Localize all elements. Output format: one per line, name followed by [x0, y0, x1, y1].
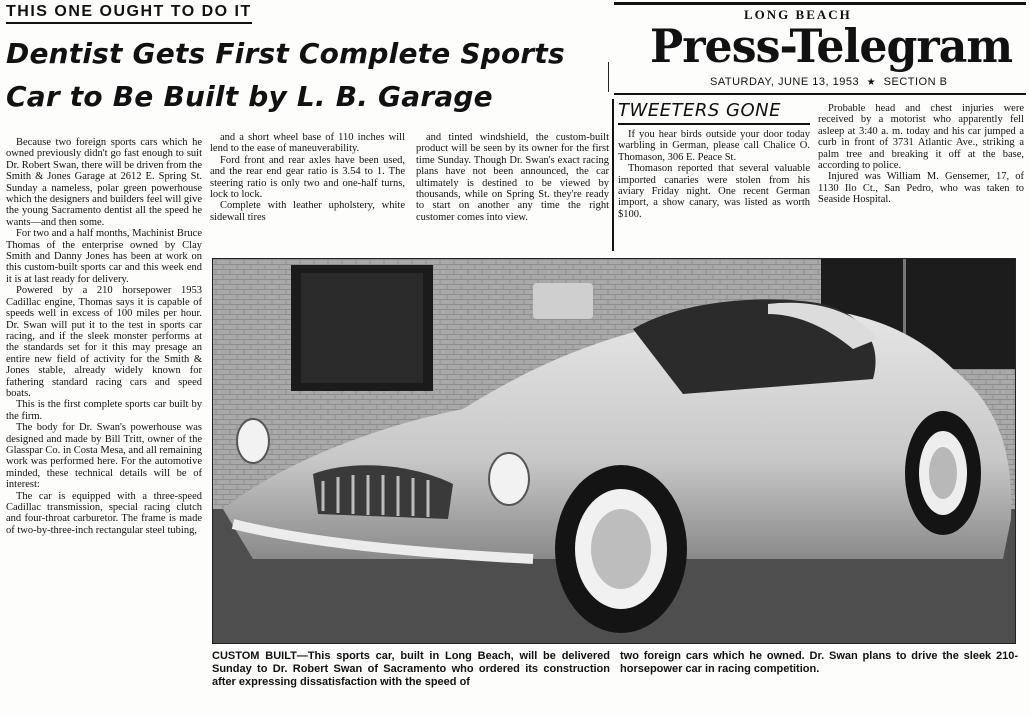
headline-line-2: Car to Be Built by L. B. Garage: [6, 80, 493, 113]
article-column-2: [210, 132, 405, 258]
article-paragraph: The body for Dr. Swan's powerhouse was designed and made by Bill Tritt, owner of the Glasspar Co. in Costa Mesa, and all remaining work was performed here. For the automotive minded, these technical details will be of interest:: [6, 422, 202, 491]
dateline-date: SATURDAY, JUNE 13, 1953: [710, 76, 860, 88]
masthead-nameplate: Press-Telegram: [650, 19, 1013, 73]
sports-car-photo: [212, 258, 1016, 644]
article-column-3: [416, 132, 609, 258]
article-paragraph: and a short wheel base of 110 inches will lend to the ease of maneuverability.: [210, 132, 405, 155]
article-paragraph: If you hear birds outside your door today warbling in German, please call Chalice O. Thomason, 306 E. Peace St.: [618, 129, 810, 163]
tweeters-column-1: [618, 129, 810, 251]
caption-part-1: CUSTOM BUILT—This sports car, built in Long Beach, will be delivered Sunday to Dr. Robert Swan of Sacramento who ordered its construction after expressing dissatisfaction with the speed of: [212, 650, 610, 688]
star-icon: ★: [866, 77, 877, 88]
article-paragraph: For two and a half months, Machinist Bruce Thomas of the enterprise owned by Clay Smith and Danny Jones has been at work on this custom-built sports car and this week end it is at last ready for delivery.: [6, 228, 202, 285]
masthead-city: LONG BEACH: [744, 7, 852, 22]
article-headline: [6, 32, 606, 118]
article-paragraph: The car is equipped with a three-speed Cadillac transmission, special racing clutch and four-throat carburetor. The frame is made of two-by-three-inch rectangular steel tubing,: [6, 490, 202, 536]
article-paragraph: This is the first complete sports car built by the firm.: [6, 399, 202, 422]
article-paragraph: Thomason reported that several valuable imported canaries were stolen from his aviary Friday night. One recent German import, a show canary, was listed as worth $100.: [618, 163, 810, 220]
headline-line-1: Dentist Gets First Complete Sports: [6, 37, 565, 70]
article-column-1: [6, 137, 202, 709]
article-paragraph: and tinted windshield, the custom-built product will be seen by its owner for the first time Sunday. Though Dr. Swan's exact racing plans have not been announced, the car ultimately is destined to be viewed by thousands, while on Spring St. they're ready to start on another any time the right customer comes into view.: [416, 132, 609, 223]
article-paragraph: Ford front and rear axles have been used, and the rear end gear ratio is 3.54 to 1. The steering ratio is only two and one-half turns, lock to lock.: [210, 154, 405, 201]
tweeters-headline: TWEETERS GONE: [618, 100, 782, 121]
masthead-dateline: [710, 76, 947, 88]
article-paragraph: Injured was William M. Gensemer, 17, of 1130 Ilo Ct., San Pedro, who was taken to Seaside Hospital.: [818, 171, 1024, 206]
photo-caption: [212, 650, 1018, 698]
article-paragraph: Probable head and chest injuries were received by a motorist who apparently fell asleep at 3:40 a. m. today and his car jumped a curb in front of 3731 Atlantic Ave., striking a palm tree and breaking it off at the base, according to police.: [818, 103, 1024, 172]
article-paragraph: Because two foreign sports cars which he owned previously didn't go fast enough to suit Dr. Robert Swan, there will be driven from the Smith & Jones Garage at 2612 E. Spring St. Sunday a nameless, polar green powerhouse which the designers and builders feel will give the young Sacramento dentist all the speed he wants—and then some.: [6, 137, 202, 228]
caption-part-2: two foreign cars which he owned. Dr. Swan plans to drive the sleek 210-horsepower car in racing competition.: [620, 650, 1018, 675]
headline-underline: [618, 123, 810, 125]
article-paragraph: Complete with leather upholstery, white sidewall tires: [210, 200, 405, 223]
dateline-section: SECTION B: [883, 76, 948, 88]
sports-car-image: [213, 259, 1016, 644]
tweeters-column-2: [818, 103, 1024, 255]
column-rule: [612, 99, 614, 251]
column-rule: [608, 62, 609, 92]
kicker-label: THIS ONE OUGHT TO DO IT: [6, 3, 252, 24]
article-paragraph: Powered by a 210 horsepower 1953 Cadillac engine, Thomas says it is capable of speeds well in excess of 100 miles per hour. Dr. Swan will put it to the test in sports car racing, and if the sleek monster performs at the standards set for it this may presage an entire new field of activity for the Smith & Jones stable, already widely known for fathering standard racing cars and speed boats.: [6, 285, 202, 399]
